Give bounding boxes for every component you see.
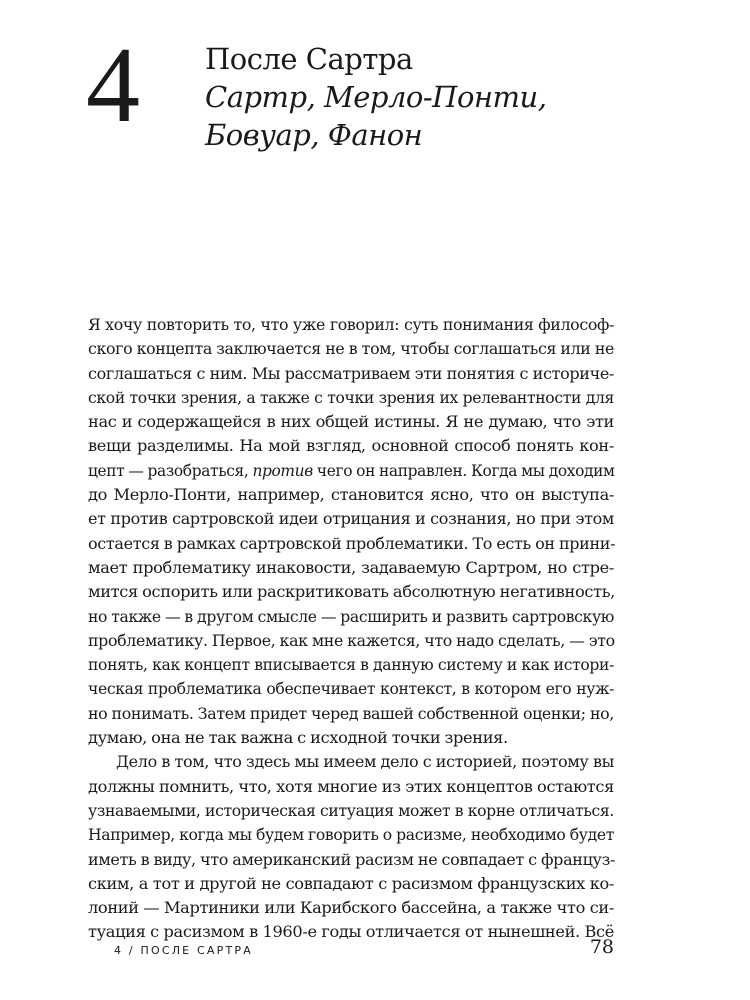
- chapter-header: [86, 26, 666, 168]
- text-line: остается в рамках сартровской проблематики. То есть он прини-: [88, 533, 616, 553]
- text-segment: цепт — разобраться,: [88, 461, 253, 480]
- chapter-number: 4: [86, 26, 140, 145]
- text-line: мает проблематику инаковости, задаваемую Сартром, но стре-: [88, 557, 614, 577]
- text-line: понять, как концепт вписывается в данную систему и как истори-: [88, 656, 614, 675]
- text-line: но также — в другом смысле — расширить и развить сартровскую: [88, 607, 614, 626]
- text-line: до Мерло-Понти, например, становится ясно, что он выступа-: [88, 485, 614, 505]
- chapter-subtitle-line: Сартр, Мерло-Понти,: [205, 80, 547, 114]
- text-line: вещи разделимы. На мой взгляд, основной способ понять кон-: [88, 436, 614, 456]
- text-line: узнаваемыми, историческая ситуация может в корне отличаться.: [88, 801, 614, 820]
- text-line: Например, когда мы будем говорить о расизме, необходимо будет: [88, 826, 614, 845]
- text-line: думаю, она не так важна с исходной точки зрения.: [88, 728, 508, 748]
- paragraph-1: [88, 313, 614, 750]
- body-text: [88, 313, 614, 945]
- emphasized-word: против: [252, 461, 313, 480]
- text-line: Я хочу повторить то, что уже говорил: суть понимания философ-: [88, 315, 614, 334]
- text-line: соглашаться с ним. Мы рассматриваем эти понятия с историче-: [88, 363, 614, 383]
- text-line: ет против сартровской идеи отрицания и сознания, но при этом: [88, 509, 614, 529]
- text-line: ским, а тот и другой не совпадают с расизмом французских ко-: [88, 873, 614, 893]
- text-line: мится оспорить или раскритиковать абсолютную негативность,: [88, 582, 615, 602]
- page-footer: [88, 936, 614, 966]
- text-line: нас и содержащейся в них общей истины. Я не думаю, что эти: [88, 412, 614, 432]
- text-segment: чего он направлен. Когда мы доходим: [312, 461, 615, 480]
- chapter-subtitle-line: Бовуар, Фанон: [205, 118, 423, 152]
- chapter-title: После Сартра: [205, 42, 413, 76]
- text-line: проблематику. Первое, как мне кажется, что надо сделать, — это: [88, 630, 615, 650]
- text-line: ской точки зрения, а также с точки зрения их релевантности для: [88, 388, 614, 407]
- paragraph-2: [88, 750, 614, 944]
- text-line-with-emphasis: [88, 459, 614, 483]
- text-line: ческая проблематика обеспечивает контекст, в котором его нуж-: [88, 680, 614, 699]
- page-number: 78: [589, 936, 614, 958]
- text-line: иметь в виду, что американский расизм не совпадает с француз-: [88, 849, 616, 869]
- text-line: лоний — Мартиники или Карибского бассейна, а также что си-: [88, 898, 614, 918]
- text-line: Дело в том, что здесь мы имеем дело с историей, поэтому вы: [116, 752, 614, 772]
- text-line: но понимать. Затем придет черед вашей собственной оценки; но,: [88, 703, 614, 723]
- text-line: ского концепта заключается не в том, чтобы соглашаться или не: [88, 339, 614, 359]
- chapter-title-block: [205, 40, 546, 154]
- running-head: 4 / ПОСЛЕ САРТРА: [114, 944, 253, 957]
- text-line: должны помнить, что, хотя многие из этих концептов остаются: [88, 776, 614, 796]
- text-line: туация с расизмом в 1960-е годы отличается от нынешней. Всё: [88, 922, 614, 942]
